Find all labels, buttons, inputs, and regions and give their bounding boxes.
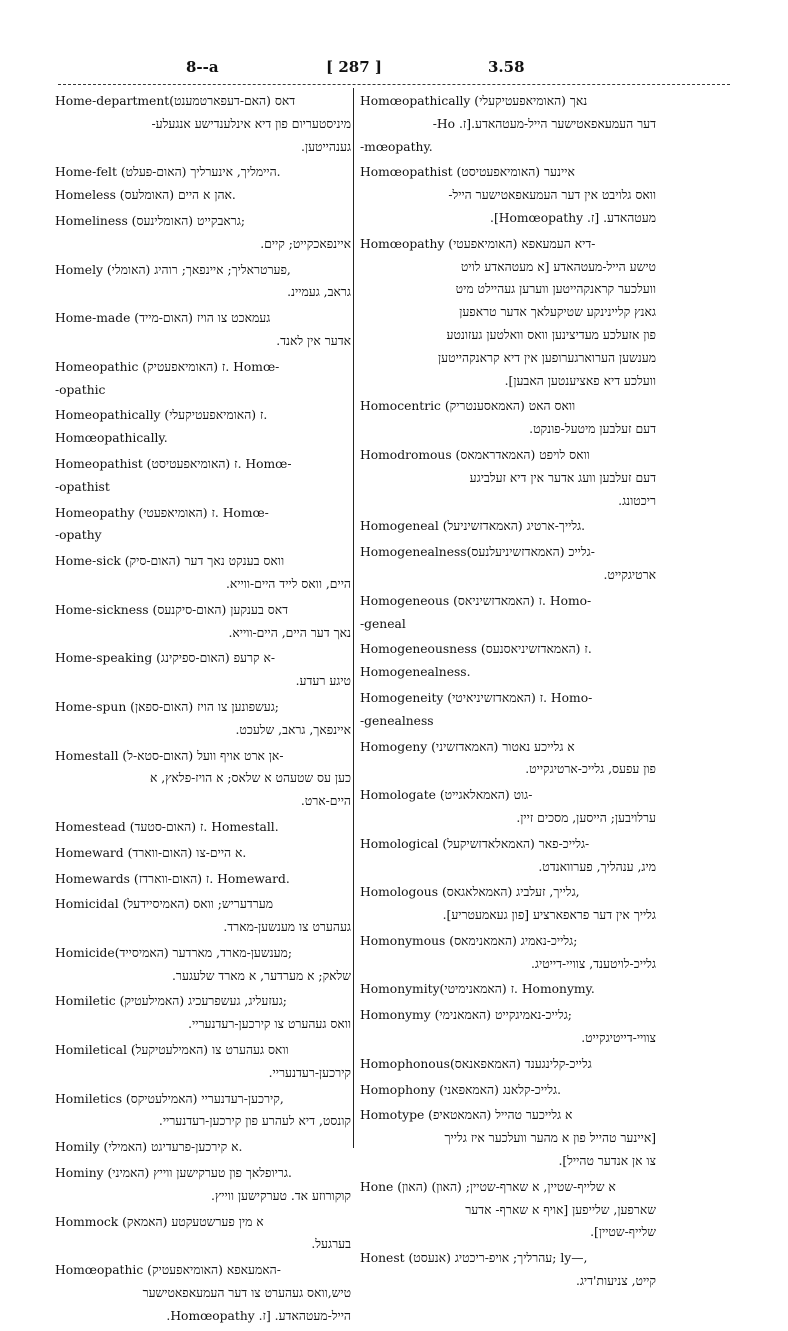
entry-continuation: דעם זעלבען מיטעל-פונקט. [529, 422, 656, 437]
dictionary-entry [55, 210, 351, 256]
entry-headline: Home-sick (האום-סיק) וואס בענקט נאך דער [55, 554, 285, 569]
entry-continuation: [איינער טהייל פון א מהער וועלכער איז גלייך [444, 1131, 656, 1146]
dictionary-entry [55, 745, 351, 813]
dictionary-entry [360, 1104, 656, 1172]
entry-headline: Homophonous(האמאפאנאס) גלייכ-קלינגענד [360, 1056, 592, 1071]
dictionary-entry [55, 404, 351, 450]
entry-continuation: מענשען הערוארגערופען אין דיא קראנקהייטען [438, 350, 656, 365]
entry-headline: Homogeneal (האמאדזשיניעל) גלייך-ארטיג. [360, 519, 586, 534]
entry-headline: Homiletic (האמילעטיק) געזעליג, געשפרעכיג; [55, 994, 287, 1009]
header-page-number: [ 287 ] [326, 58, 382, 76]
entry-continuation: גראב, געמיינ. [287, 285, 351, 300]
dictionary-entry [360, 1176, 656, 1244]
entry-headline: Homœopathic (האומיאפעטיק) האמעאפא- [55, 1263, 281, 1278]
entry-continuation: וואס געהערט צו קירכען-רעדנעריי. [188, 1017, 351, 1032]
dictionary-entry [55, 453, 351, 499]
entry-continuation: גלייכ-לויטענד, צוויי-דייטיג. [531, 956, 656, 971]
entry-headline: Homophony (האמאפאני) גלייכ-קלאנג. [360, 1082, 561, 1097]
entry-headline: Homœopathist (האומיאפעטיסט) איינער [360, 165, 575, 180]
entry-headline: Honest (אנעסט) עהרליך; אויפ-ריכטיג; ly—, [360, 1251, 588, 1266]
dictionary-entry [360, 515, 656, 538]
entry-continuation: קייט, צניעות'דיג. [575, 1274, 656, 1289]
dictionary-entry [360, 833, 656, 879]
entry-continuation: צו אן אנדער טהייל]. [558, 1154, 656, 1169]
header-right: 3.58 [488, 58, 525, 76]
entry-headline: Homiletics (האמילעטיקס) קירכען-רעדנעריי, [55, 1091, 284, 1106]
dictionary-entry [55, 307, 351, 353]
header-rule [58, 84, 730, 85]
entry-headline: Homotype (האמאטאיפ) א גלייכער טהייל [360, 1108, 573, 1123]
entry-headline: Hommock (האמאק) א מין פערשטעקטע [55, 1214, 264, 1229]
entry-continuation: דעם זעלבען וועג אדער אין דיא זעלביגע [469, 470, 656, 485]
entry-continuation: -opathist [55, 479, 110, 494]
entry-continuation: געהערט צו מענשען-מארד. [223, 920, 351, 935]
entry-continuation: וועלכער קראנקהייטען ווערען געהיילט מיט [455, 282, 656, 297]
entry-continuation: שלאק; א מערדער, א מארד שלעגער. [172, 968, 351, 983]
entry-headline: Homogeny (האמאדזשיני) א גלייכע נאטור [360, 739, 575, 754]
entry-continuation: הייל-מעטהאדע. [ז. Homœopathy. [166, 1308, 351, 1323]
dictionary-entry [55, 502, 351, 548]
entry-continuation: היים, וואס לייד היים-ווייא. [226, 576, 351, 591]
entry-continuation: קונסט, דיא לעהרע פון קירכען-רעדנעריי. [158, 1114, 351, 1129]
entry-headline: Home-felt (האום-פעלט) היימליך, אינערליך. [55, 165, 281, 180]
entry-headline: Homeliness (האומלינעס) גראבקייט; [55, 213, 246, 228]
dictionary-entry [55, 259, 351, 305]
entry-headline: Homestead (האום-סטעד) ז. Homestall. [55, 819, 279, 834]
dictionary-entry [55, 550, 351, 596]
entry-headline: Home-made (האום-מייד) געמאכט צו הויז [55, 311, 271, 326]
left-column [55, 90, 351, 1331]
entry-continuation: ארטיגקייט. [603, 567, 656, 582]
dictionary-entry [360, 590, 656, 636]
entry-headline: Home-spun (האום-ספאן) געשפונען צו הויז; [55, 699, 279, 714]
entry-continuation: -mœopathy. [360, 139, 433, 154]
entry-continuation: שארפען, שלייפען [אויף א שארף- אדער [465, 1202, 656, 1217]
entry-continuation: בערגעל. [311, 1237, 351, 1252]
entry-headline: Home-department(דאס (האם-דעפארטמענט [55, 94, 296, 108]
dictionary-entry [55, 1162, 351, 1208]
dictionary-entry [360, 1079, 656, 1102]
dictionary-entry [55, 1211, 351, 1257]
page-header [58, 56, 730, 82]
entry-continuation: טישע הייל-מעטהאדע [א מעטהאדע לויט [460, 259, 656, 274]
entry-continuation: Homogenealness. [360, 665, 471, 680]
entry-headline: Home-sickness (האום-סיקנעס) דאס בענקען [55, 602, 288, 617]
dictionary-entry [55, 893, 351, 939]
entry-continuation: היים-ארט. [300, 794, 351, 809]
dictionary-entry [360, 687, 656, 733]
dictionary-entry [55, 356, 351, 402]
entry-headline: Homeopathically (האומיאפעטיקעלי) ז. [55, 408, 268, 423]
entry-continuation: מיג, ענהליך, פערוואנדט. [538, 859, 656, 874]
entry-headline: Hominy (האמיני) גריופלאך פון טערקישען ווייץ. [55, 1166, 292, 1181]
dictionary-entry [360, 1053, 656, 1076]
dictionary-entry [360, 881, 656, 927]
entry-continuation: צוויי-דייטיגקייט. [581, 1031, 656, 1046]
dictionary-entry [55, 647, 351, 693]
entry-continuation: גלייך אין דער פראפארציע [פון געאמעטריע]. [442, 908, 656, 923]
entry-headline: Homeopathy (האומיאפעטי) ז. Homœ- [55, 505, 269, 520]
dictionary-entry [360, 930, 656, 976]
entry-headline: Homily (האמילי) א קירכען-פרעדיגט. [55, 1140, 243, 1155]
entry-continuation: גענהייטען. [301, 139, 351, 154]
entry-headline: Homœopathically (האומיאפעטיקעלי) נאך [360, 94, 588, 108]
entry-headline: Homocentric (האמאסענטריק) וואס האט [360, 399, 576, 414]
entry-headline: Homogeneity (האמאדזשיניאיטי) ז. Homo- [360, 690, 593, 705]
header-left: 8--a [186, 58, 219, 76]
dictionary-entry [55, 696, 351, 742]
dictionary-entry [360, 395, 656, 441]
dictionary-entry [360, 1004, 656, 1050]
entry-continuation: Homœopathically. [55, 431, 168, 446]
entry-continuation: מעטהאדע. [ז. Homœopathy]. [490, 210, 656, 225]
entry-headline: Home-speaking (האום-ספיקינג) א קרעפ- [55, 651, 276, 666]
entry-headline: Homogeneousness (האמאדזשיניאסנעס) ז. [360, 642, 592, 657]
dictionary-entry [360, 541, 656, 587]
dictionary-entry [55, 599, 351, 645]
dictionary-entry [360, 978, 656, 1001]
dictionary-entry [55, 161, 351, 207]
column-divider [353, 88, 354, 1148]
dictionary-entry [55, 816, 351, 839]
entry-headline: Homogenealness(האמאדזשיניעלנעס) גלייכ- [360, 545, 595, 560]
dictionary-entry [360, 736, 656, 782]
right-column [360, 90, 656, 1296]
entry-continuation: טיגע רעדע. [295, 674, 351, 689]
entry-headline: Homonymy (האמאנימי) גלייכ-נאמיגקייט; [360, 1008, 572, 1023]
entry-continuation: -geneal [360, 616, 406, 631]
entry-headline: Homodromous (האמאדראמאס) וואס לויפט [360, 447, 590, 462]
dictionary-entry [360, 233, 656, 393]
dictionary-entry [360, 161, 656, 229]
dictionary-entry [55, 868, 351, 891]
entry-headline: Homonymity(האמאנימיטי) ז. Homonymy. [360, 982, 595, 997]
entry-headline: Hone (האון) א שלייף-שטיין, א שארף-שטיין; (האון) [360, 1179, 616, 1194]
entry-headline: Homologous (האמאלאגאס) גלייך, זעלביג, [360, 885, 580, 900]
entry-headline: Homological (האמאלאדזשיקעל) גלייכ-פאר- [360, 836, 590, 851]
dictionary-entry [55, 1259, 351, 1327]
dictionary-entry [55, 1088, 351, 1134]
entry-headline: Homeopathic (האומיאפעטיק) ז. Homœ- [55, 359, 280, 374]
entry-continuation: דער העמעאפאטישער הייל-מעטהאדע.[ז. Ho- [432, 116, 656, 131]
entry-continuation: נאך דער היים, היים-ווייא. [228, 625, 351, 640]
entry-continuation: -opathic [55, 382, 106, 397]
entry-headline: Homewards (האום-ווארדז) ז. Homeward. [55, 871, 290, 886]
entry-continuation: מיניסטעריום פון דיא אינלענדישע אנגעלע- [151, 116, 351, 131]
entry-headline: Homœopathy (האומיאפעטי) דיא העמעאפא- [360, 236, 596, 251]
entry-continuation: ערלויבען; הייסען, מסכים זיין. [516, 810, 656, 825]
entry-headline: Homologate (האמאלאגייט) גוט- [360, 788, 533, 803]
dictionary-entry [360, 784, 656, 830]
dictionary-entry [360, 444, 656, 512]
dictionary-entry [55, 1039, 351, 1085]
entry-headline: Homeward (האום-ווארד) א היים-צו. [55, 845, 247, 860]
entry-headline: Homeopathist (האומיאפעטיסט) ז. Homœ- [55, 456, 292, 471]
entry-continuation: שלייף-שטיין]. [590, 1225, 656, 1240]
dictionary-entry [55, 1136, 351, 1159]
dictionary-entry [55, 842, 351, 865]
entry-continuation: קירכען-רעדנעריי. [268, 1065, 351, 1080]
dictionary-entry [55, 90, 351, 158]
entry-headline: Homicidal (האמיסיידעל) מערדעריש; וואס [55, 897, 274, 912]
entry-continuation: פון עפעס, גלייכ-ארטיגקייט. [525, 762, 656, 777]
dictionary-entry [360, 90, 656, 158]
entry-continuation: -genealness [360, 713, 434, 728]
entry-headline: Homely (האומלי) פערטראליך; איינפאך; רוהיג, [55, 262, 291, 277]
entry-continuation: וואס גלויבט אין דער העמעאפאטישער הייל- [448, 188, 656, 203]
entry-headline: Homogeneous (האמאדזשיניאס) ז. Homo- [360, 593, 592, 608]
entry-continuation: וועלכע דיא פאציענטען האבען]. [504, 373, 656, 388]
entry-continuation: ריכטונג. [618, 493, 656, 508]
entry-continuation: טיש,וואס געהערט צו דער העמעאפאטישער [142, 1286, 351, 1301]
entry-headline: Homiletical (האמילעטיקעל) וואס געהערט צו [55, 1043, 289, 1058]
dictionary-entry [55, 990, 351, 1036]
dictionary-entry [360, 638, 656, 684]
entry-continuation: איינפאכקייט; קיים. [260, 236, 351, 251]
dictionary-entry [360, 1247, 656, 1293]
entry-continuation: כען עס שטעהט א שלאס; א הויז-פלאץ, א [149, 771, 351, 786]
entry-continuation: פון אזעלכע מעדיצינען וואס וואלטען געזונטע [446, 327, 656, 342]
entry-headline: Homicide(האמיסייד) מענשען-מארד, מארדער; [55, 945, 292, 960]
entry-headline: Homestall (האום-סטא-ל) אן ארט אויף וועל- [55, 748, 284, 763]
dictionary-entry [55, 942, 351, 988]
entry-continuation: גאנץ קליינינקע שטיקעלאך אדער טראפען [459, 305, 656, 320]
entry-continuation: Homeless (האומלעס) אהן א היים. [55, 188, 236, 203]
entry-continuation: איינפאך, גראב, שלעכט. [235, 722, 351, 737]
entry-headline: Homonymous (האמאנימאס) גלייכ-נאמיג; [360, 933, 578, 948]
entry-continuation: אדער אין לאנד. [276, 333, 351, 348]
entry-continuation: קוקורוזע אד. טערקישען ווייץ. [210, 1188, 351, 1203]
entry-continuation: -opathy [55, 528, 102, 543]
